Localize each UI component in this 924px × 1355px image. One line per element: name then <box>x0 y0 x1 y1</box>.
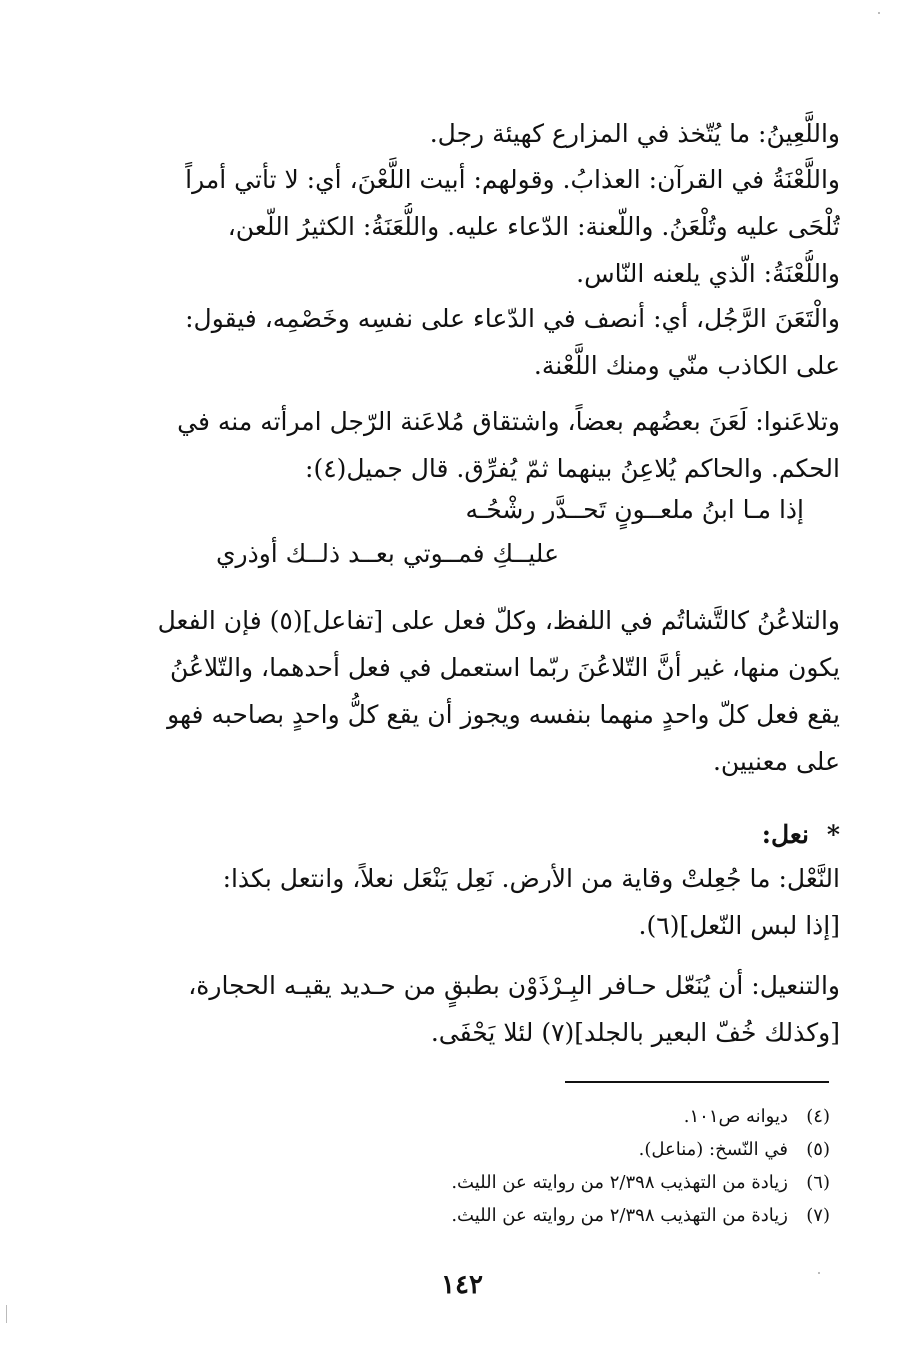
text-line: واللَّعِينُ: ما يُتّخذ في المزارع كهيئة رجل. <box>429 119 840 148</box>
paragraph-tanel <box>128 962 840 1056</box>
text-line: والتلاعُنُ كالتَّشاتُم في اللفظ، وكلّ فعل على [تفاعل](٥) فإن الفعل <box>157 606 840 635</box>
footnote-number: (٥) <box>806 1139 830 1160</box>
paragraph-naal <box>128 855 840 949</box>
footnote-text: في النّسخ: (مناعل). <box>638 1139 788 1160</box>
footnote <box>380 1100 830 1133</box>
footnotes <box>380 1100 830 1232</box>
footnote-text: زيادة من التهذيب ٢/٣٩٨ من روايته عن الليث. <box>451 1172 788 1193</box>
paragraph-laana <box>128 156 840 297</box>
entry-heading-row <box>128 811 840 858</box>
footnote <box>380 1166 830 1199</box>
text-line: [وكذلك خُفّ البعير بالجلد](٧) لئلا يَحْفَى. <box>430 1018 840 1047</box>
text-line: [إذا لبس النّعل](٦). <box>638 911 840 940</box>
text-line: يقع فعل كلّ واحدٍ منهما بنفسه ويجوز أن يقع كلُّ واحدٍ بصاحبه فهو <box>167 700 840 729</box>
footnote-number: (٤) <box>806 1106 830 1127</box>
scan-speck <box>878 12 880 14</box>
entry-heading-text: نعل: <box>761 820 809 849</box>
text-line: الحكم. والحاكم يُلاعِنُ بينهما ثمّ يُفرِّق. قال جميل(٤): <box>305 454 840 483</box>
paragraph-talaun <box>128 597 840 785</box>
entry-heading <box>128 811 840 858</box>
text-line: والتنعيل: أن يُنَعّل حـافر البِـرْذَوْن بطبقٍ من حـديد يقيـه الحجارة، <box>188 971 840 1000</box>
paragraph-laeen <box>128 110 840 157</box>
text-line: وتلاعَنوا: لَعَنَ بعضُهم بعضاً، واشتقاق مُلاعَنة الرّجل امرأته منه في <box>177 407 840 436</box>
asterisk-icon: * <box>826 820 840 849</box>
text-line: النَّعْل: ما جُعِلتْ وقاية من الأرض. نَعِل يَنْعَل نعلاً، وانتعل بكذا: <box>222 864 840 893</box>
paragraph-iltaana <box>128 295 840 389</box>
footnote-divider <box>565 1081 829 1083</box>
footnote <box>380 1199 830 1232</box>
footnote-number: (٦) <box>806 1172 830 1193</box>
text-line: على الكاذب منّي ومنك اللَّعْنة. <box>533 351 840 380</box>
footnote <box>380 1133 830 1166</box>
text-line: على معنيين. <box>712 747 840 776</box>
verse-first-hemistich: إذا مـا ابنُ ملعــونٍ تَحــدَّر رشْحُـه <box>465 495 804 524</box>
footnote-text: ديوانه ص١٠١. <box>683 1106 788 1127</box>
text-line: واللَّعْنَةُ في القرآن: العذابُ. وقولهم: أبيت اللَّعْنَ، أي: لا تأتي أمراً <box>185 165 840 194</box>
text-line: تُلْحَى عليه وتُلْعَنُ. واللّعنة: الدّعاء عليه. واللُّعَنَةُ: الكثيرُ اللّعن، <box>227 212 840 241</box>
footnote-text: زيادة من التهذيب ٢/٣٩٨ من روايته عن الليث. <box>451 1205 788 1226</box>
text-line: والْتَعَنَ الرَّجُل، أي: أنصف في الدّعاء على نفسِه وخَصْمِه، فيقول: <box>185 304 840 333</box>
footnote-number: (٧) <box>806 1205 830 1226</box>
text-line: واللُّعْنَةُ: الّذي يلعنه النّاس. <box>576 259 840 288</box>
page-number: ١٤٢ <box>441 1270 483 1300</box>
scan-speck <box>6 1305 7 1323</box>
scan-speck <box>818 1272 820 1274</box>
verse-second-hemistich: عليــكِ فمــوتي بعــد ذلــك أوذري <box>215 539 559 568</box>
text-line: يكون منها، غير أنَّ التّلاعُنَ ربّما استعمل في فعل أحدهما، والتّلاعُنُ <box>170 653 840 682</box>
paragraph-talaanu <box>128 398 840 492</box>
